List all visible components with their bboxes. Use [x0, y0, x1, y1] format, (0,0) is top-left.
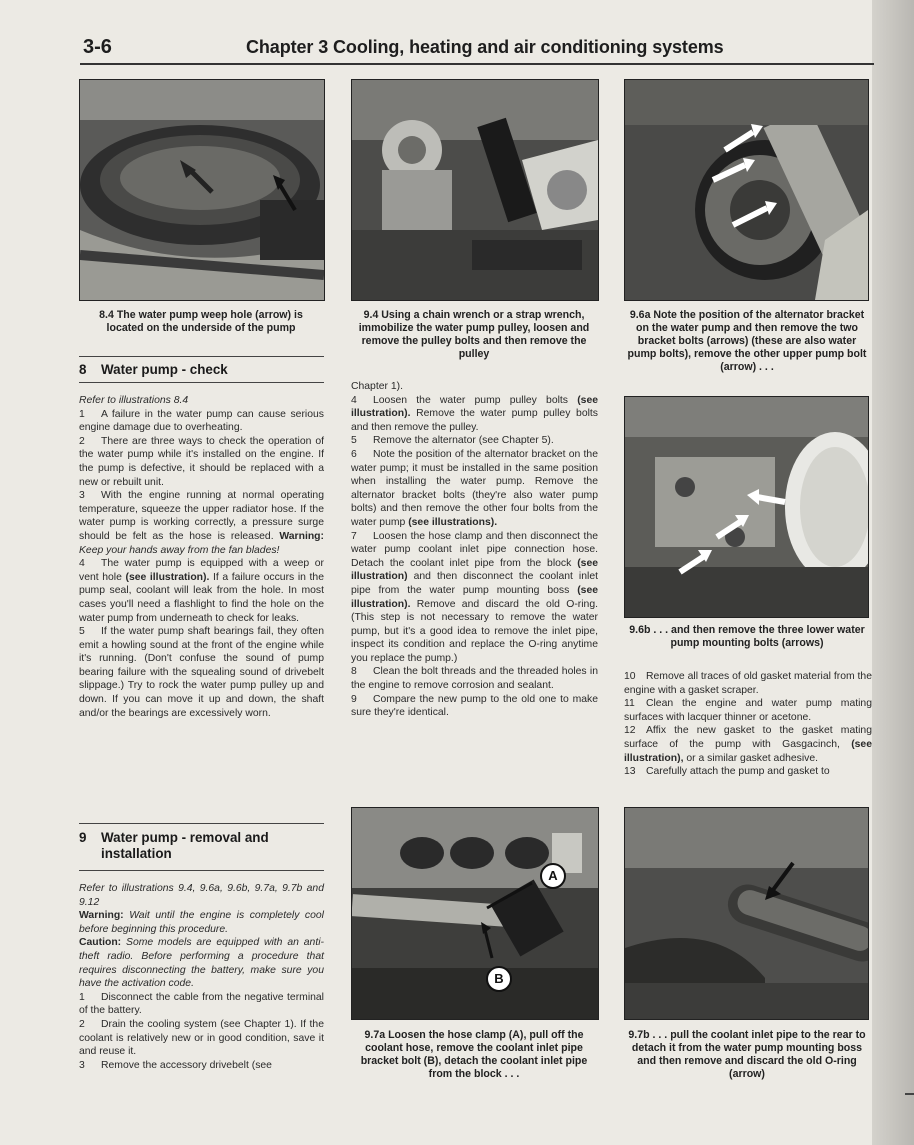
para-number: 9 — [351, 693, 357, 705]
section-9-para-13: Carefully attach the pump and gasket to — [646, 766, 830, 778]
caption-8-4: 8.4 The water pump weep hole (arrow) is located on the underside of the pump — [99, 309, 303, 334]
section-9-heading — [79, 830, 324, 862]
section-8-bottom-rule — [79, 382, 324, 383]
section-9-refer: Refer to illustrations 9.4, 9.6a, 9.6b, 9.7a, 9.7b and 9.12 — [79, 883, 324, 908]
callout-a-label: A — [548, 868, 558, 883]
section-8-title: Water pump - check — [101, 362, 228, 377]
para-number: 12 — [624, 725, 636, 737]
caption-9-4: 9.4 Using a chain wrench or a strap wrench, immobilize the water pump pulley, loosen and remove the pulley bolts and then remove the pulley — [358, 309, 590, 360]
warning-label: Warning: — [79, 910, 124, 922]
para-number: 1 — [79, 991, 85, 1003]
section-9-body — [79, 882, 324, 1072]
photo-8-4 — [79, 79, 325, 301]
para-number: 8 — [351, 666, 357, 678]
illustration-ref: (see illustration) — [351, 557, 598, 583]
section-9-top-rule — [79, 823, 324, 824]
middle-column-body — [351, 380, 598, 720]
para-number: 6 — [351, 448, 357, 460]
caption-9-6a: 9.6a Note the position of the alternator bracket on the water pump and then remove the two bracket bolts (arrows) (these are also water pump bolts), remove the other upper pump bolt (arrow) . . . — [627, 309, 867, 373]
photo-9-7b — [624, 807, 869, 1020]
para-number: 1 — [79, 408, 85, 420]
callout-b-label: B — [494, 971, 504, 986]
section-8-para-2: There are three ways to check the operation of the water pump while it's installed on the engine. If the pump is defective, it should be replaced with a new or rebuilt unit. — [79, 435, 324, 488]
caution-text: Some models are equipped with an anti-theft radio. Before performing a procedure that requires disconnecting the battery, make sure you have the activation code. — [79, 937, 324, 990]
section-8-body — [79, 394, 324, 720]
section-9-para-4a: Loosen the water pump pulley bolts — [373, 394, 569, 406]
para-number: 5 — [351, 435, 357, 447]
para-number: 3 — [79, 1059, 85, 1071]
header-rule — [80, 63, 874, 65]
section-9-bottom-rule — [79, 870, 324, 871]
illustration-ref: (see illustrations). — [408, 516, 498, 528]
section-9-para-6a: Note the position of the alternator bracket on the water pump; it must be installed in the same position when installing the water pump. Remove the alternator bracket bolts (they're also water pump bolts) and then remove the other four bolts from the water pump — [351, 448, 598, 528]
para-number: 5 — [79, 626, 85, 638]
section-8-number: 8 — [79, 362, 87, 377]
section-9-para-2: Drain the cooling system (see Chapter 1). If the coolant is relatively new or in good condition, save it and reuse it. — [79, 1018, 324, 1058]
caption-9-7a: 9.7a Loosen the hose clamp (A), pull off the coolant hose, remove the coolant inlet pipe bracket bolt (B), detach the coolant inlet pipe from the block . . . — [360, 1029, 588, 1080]
section-9-para-10: Remove all traces of old gasket material from the engine with a gasket scraper. — [624, 671, 872, 696]
page-edge-mark — [905, 1093, 914, 1095]
para-number: 10 — [624, 671, 636, 682]
para-number: 4 — [351, 394, 357, 406]
illustration-ref: (see illustration). — [351, 584, 598, 610]
section-9-title-line-2: installation — [101, 846, 172, 861]
section-9-para-7c: Remove and discard the old O-ring. (This step is not necessary to remove the water pump, but it's a good idea to remove the inlet pipe, inspect its condition and replace the O-ring anytime you replace the pump.) — [351, 598, 598, 664]
photo-9-6b — [624, 396, 869, 618]
photo-9-4 — [351, 79, 599, 301]
section-9-para-8: Clean the bolt threads and the threaded holes in the engine to remove corrosion and sealant. — [351, 666, 598, 692]
warning-label: Warning: — [279, 530, 324, 542]
page-number: 3-6 — [83, 36, 112, 58]
caption-9-7b: 9.7b . . . pull the coolant inlet pipe to the rear to detach it from the water pump mounting boss and then remove and discard the old O-ring (arrow) — [628, 1029, 866, 1080]
para-number: 2 — [79, 435, 85, 447]
chapter-title: Chapter 3 Cooling, heating and air conditioning systems — [246, 37, 724, 57]
section-9-title-line-1: Water pump - removal and — [101, 830, 269, 845]
para-number: 7 — [351, 530, 357, 542]
section-9-para-7b: and then disconnect the coolant inlet pipe from the water pump mounting boss — [351, 571, 598, 596]
continuation-text: Chapter 1). — [351, 381, 403, 392]
photo-9-6a — [624, 79, 869, 301]
section-8-para-4b: If a failure occurs in the pump seal, coolant will leak from the hole. In most cases you'll need a flashlight to find the hole on the water pump from underneath to check for leaks. — [79, 571, 324, 624]
photo-9-7a — [351, 807, 599, 1020]
para-number: 2 — [79, 1018, 85, 1030]
section-9-para-1: Disconnect the cable from the negative terminal of the battery. — [79, 991, 324, 1017]
section-9-para-12b: or a similar gasket adhesive. — [686, 752, 819, 764]
para-number: 11 — [624, 698, 635, 710]
section-8-para-4a: The water pump is equipped with a weep or vent hole — [79, 558, 324, 583]
right-column-body — [624, 670, 872, 779]
warning-text: Wait until the engine is completely cool before beginning this procedure. — [79, 910, 324, 935]
section-8-heading — [79, 362, 324, 378]
para-number: 4 — [79, 558, 85, 570]
caption-9-6b: 9.6b . . . and then remove the three lower water pump mounting bolts (arrows) — [629, 624, 865, 649]
illustration-ref: (see illustration). — [351, 394, 599, 420]
section-9-para-3: Remove the accessory drivebelt (see — [101, 1059, 272, 1071]
section-9-para-9: Compare the new pump to the old one to make sure they're identical. — [351, 693, 598, 719]
section-8-para-1: A failure in the water pump can cause serious engine damage due to overheating. — [79, 408, 324, 434]
section-8-para-3: With the engine running at normal operating temperature, squeeze the upper radiator hose. If the water pump is working correctly, a pressure surge should be felt as the hose is released. — [79, 490, 324, 542]
page-edge-shadow — [872, 0, 914, 1145]
section-9-para-4b: Remove the water pump pulley bolts and then remove the pulley. — [351, 408, 598, 433]
section-9-para-7a: Loosen the hose clamp and then disconnect the water pump coolant inlet pipe connection hose. Detach the coolant inlet pipe from the block — [351, 530, 598, 569]
section-9-para-12a: Affix the new gasket to the gasket mating surface of the pump with Gasgacinch, — [624, 725, 872, 750]
illustration-ref: (see illustration), — [624, 738, 872, 764]
illustration-ref: (see illustration). — [125, 571, 210, 583]
section-8-para-5: If the water pump shaft bearings fail, they often emit a howling sound at the front of the engine while it's running. (Don't confuse the sound of pump bearing failure with the squealing sound of drivebelt slippage.) Try to rock the water pump pulley up and down. If you can move it up and down, the shaft and/or the bearings are excessively worn. — [79, 626, 324, 719]
para-number: 13 — [624, 766, 636, 778]
callout-b-circle — [486, 966, 512, 992]
caution-label: Caution: — [79, 937, 122, 949]
section-9-number: 9 — [79, 830, 87, 845]
section-8-refer: Refer to illustrations 8.4 — [79, 395, 189, 406]
para-number: 3 — [79, 490, 85, 502]
section-9-para-5: Remove the alternator (see Chapter 5). — [373, 435, 554, 447]
section-8-top-rule — [79, 356, 324, 357]
callout-a-circle — [540, 863, 566, 889]
warning-text: Keep your hands away from the fan blades! — [79, 544, 280, 556]
section-9-para-11: Clean the engine and water pump mating surfaces with lacquer thinner or acetone. — [624, 698, 872, 723]
